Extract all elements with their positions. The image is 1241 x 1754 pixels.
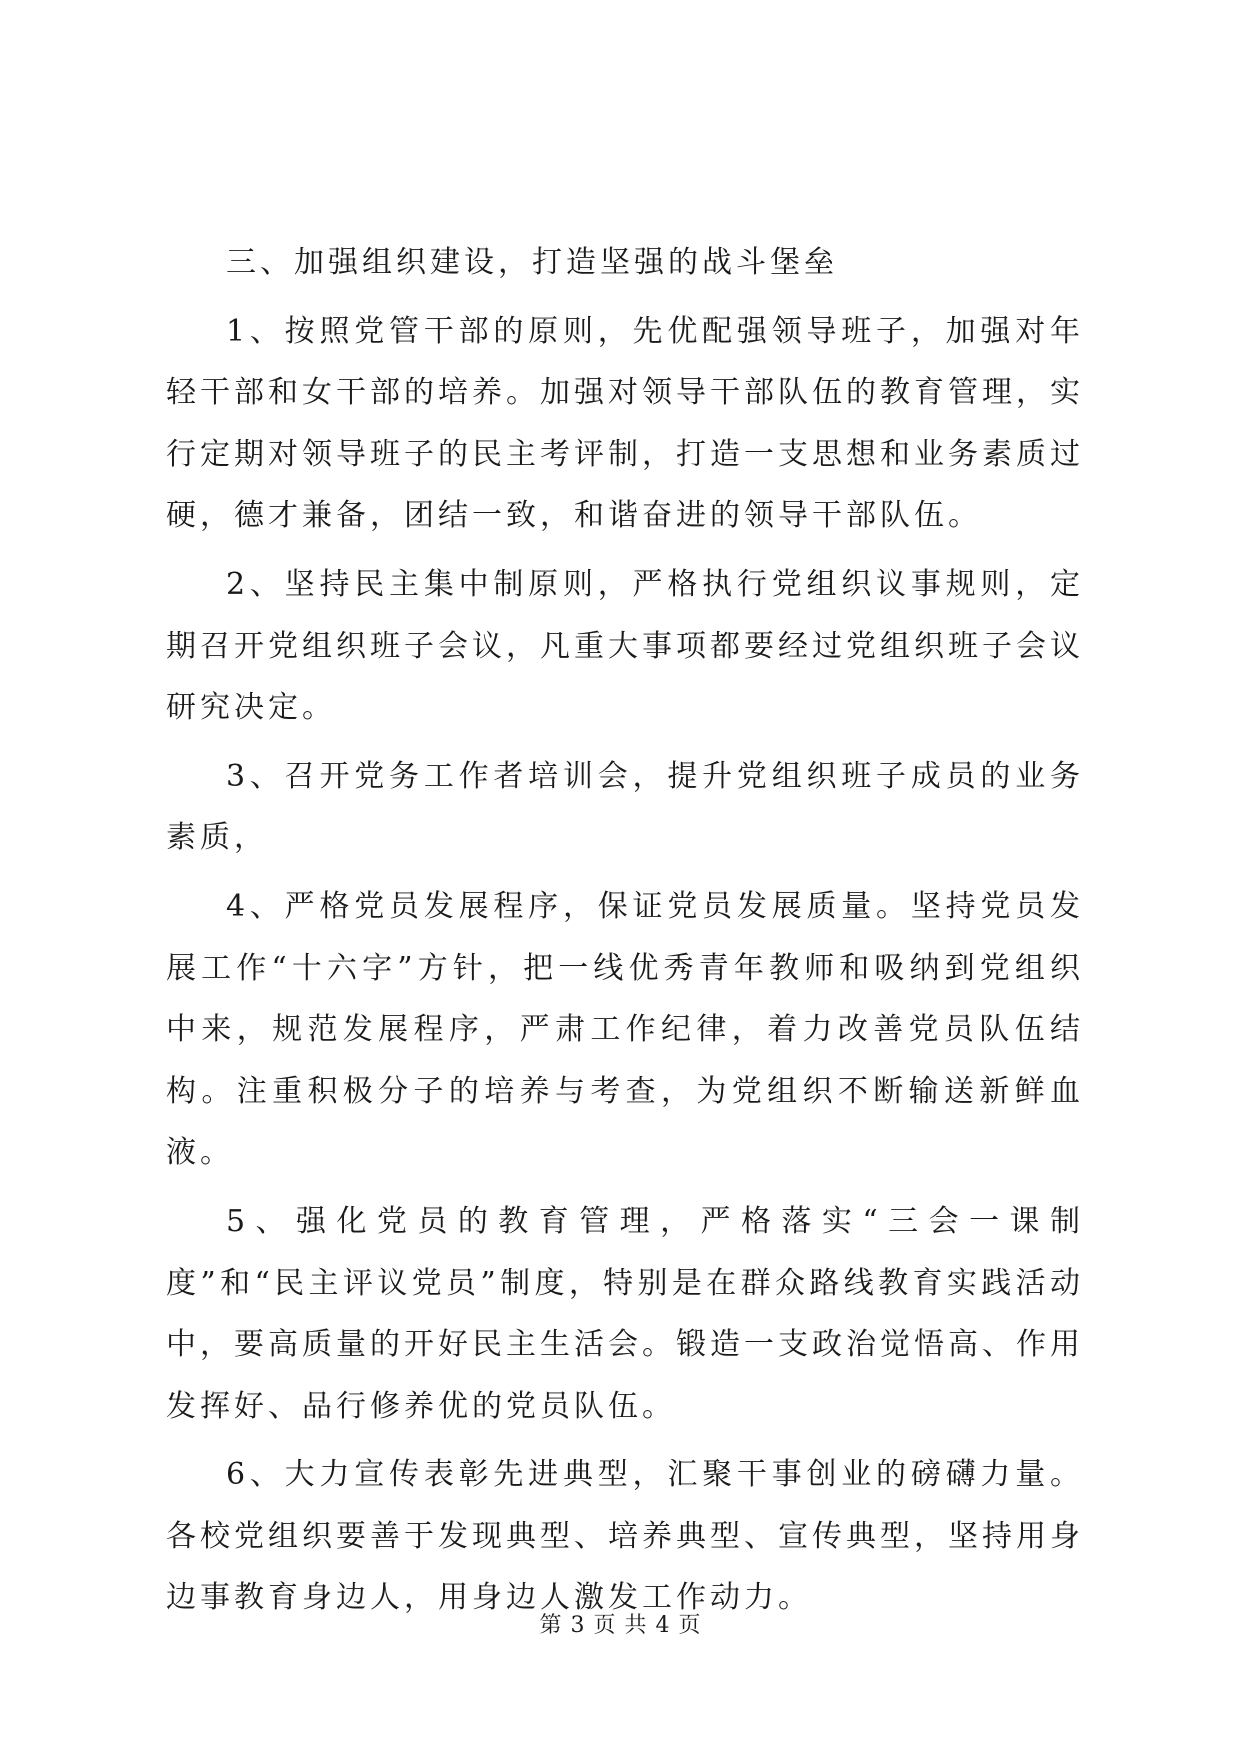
section-heading: 三、加强组织建设，打造坚强的战斗堡垒 [226, 245, 838, 280]
paragraph-3: 3、召开党务工作者培训会，提升党组织班子成员的业务素质， [166, 758, 1084, 856]
document-body [166, 232, 1084, 1636]
paragraph-6: 6、大力宣传表彰先进典型，汇聚干事创业的磅礴力量。各校党组织要善于发现典型、培养典型、宣传典型，坚持用身边事教育身边人，用身边人激发工作动力。 [166, 1457, 1084, 1616]
paragraph-4: 4、严格党员发展程序，保证党员发展质量。坚持党员发展工作“十六字”方针，把一线优秀青年教师和吸纳到党组织中来，规范发展程序，严肃工作纪律，着力改善党员队伍结构。注重积极分子的培养与考查，为党组织不断输送新鲜血液。 [166, 888, 1084, 1171]
page-footer: 第 3 页 共 4 页 [539, 1613, 702, 1638]
paragraph-5: 5、强化党员的教育管理，严格落实“三会一课制度”和“民主评议党员”制度，特别是在群众路线教育实践活动中，要高质量的开好民主生活会。锻造一支政治觉悟高、作用发挥好、品行修养优的党员队伍。 [166, 1203, 1084, 1424]
paragraph-1: 1、按照党管干部的原则，先优配强领导班子，加强对年轻干部和女干部的培养。加强对领导干部队伍的教育管理，实行定期对领导班子的民主考评制，打造一支思想和业务素质过硬，德才兼备，团结一致，和谐奋进的领导干部队伍。 [166, 313, 1084, 534]
paragraph-2: 2、坚持民主集中制原则，严格执行党组织议事规则，定期召开党组织班子会议，凡重大事项都要经过党组织班子会议研究决定。 [166, 566, 1084, 726]
